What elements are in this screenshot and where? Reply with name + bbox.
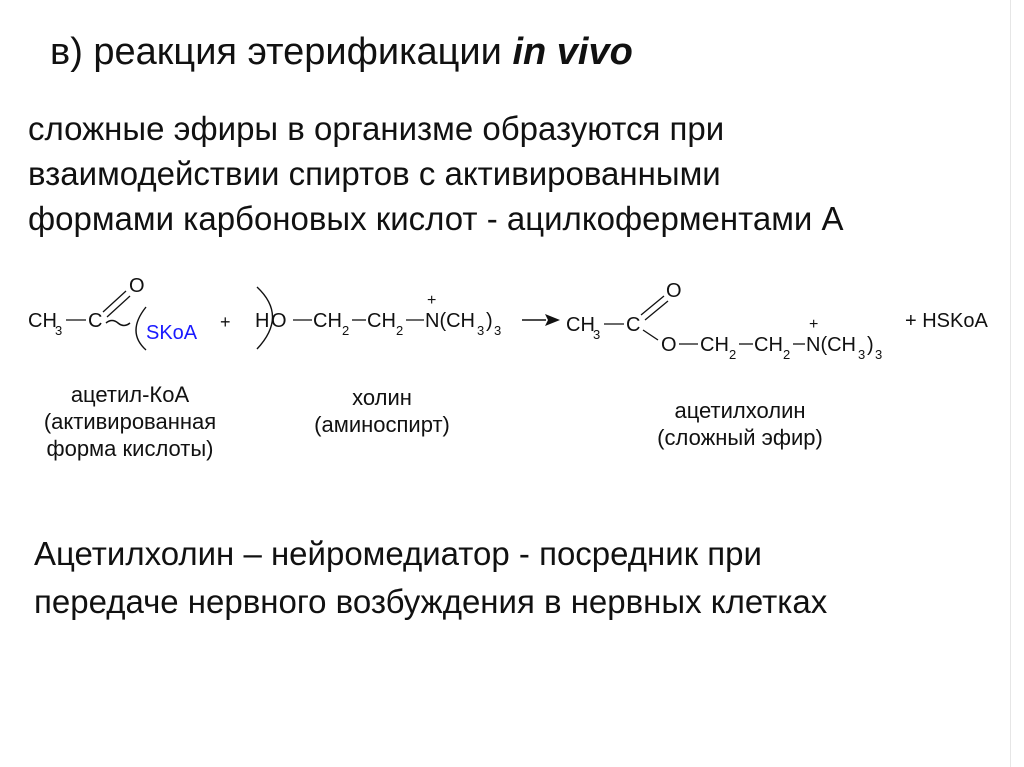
- acetyl-carbon: C: [88, 310, 103, 332]
- label-line: ацетилхолин: [674, 398, 806, 423]
- title-emphasis: in vivo: [512, 31, 633, 73]
- ammonium-charge: +: [809, 316, 819, 333]
- choline-ch2-subscript: 2: [342, 323, 350, 338]
- acetyl-coa-structure: [28, 275, 198, 350]
- acetyl-coa-label: [10, 381, 250, 462]
- product-ch3-subscript: 3: [593, 327, 601, 342]
- label-line: (сложный эфир): [657, 425, 823, 450]
- bond: [643, 330, 658, 340]
- product-ch2-subscript: 2: [783, 347, 791, 362]
- double-bond: [103, 291, 126, 312]
- conclusion-line: передаче нервного возбуждения в нервных клетках: [34, 583, 828, 620]
- label-line: (аминоспирт): [314, 412, 450, 437]
- choline-ch2: CH: [367, 310, 396, 332]
- skoa-group: SKoA: [146, 322, 198, 344]
- choline-label: [282, 384, 482, 438]
- cleavage-arc: [136, 307, 146, 350]
- trimethylammonium: N(CH: [425, 310, 475, 332]
- methyl-subscript: 3: [477, 323, 485, 338]
- product-carbonyl-oxygen: O: [666, 280, 682, 302]
- label-line: форма кислоты): [46, 436, 214, 461]
- choline-ch2: CH: [313, 310, 342, 332]
- ammonium-charge: +: [427, 292, 437, 309]
- product-ch3: CH: [566, 314, 595, 336]
- thioester-tilde: [106, 321, 130, 326]
- trimethylammonium: N(CH: [806, 334, 856, 356]
- product-ch2-subscript: 2: [729, 347, 737, 362]
- group-subscript: 3: [875, 347, 883, 362]
- conclusion-line: Ацетилхолин – нейромедиатор - посредник при: [34, 535, 762, 572]
- slide-edge-divider: [1010, 0, 1011, 767]
- acetyl-ch3: CH: [28, 310, 57, 332]
- label-line: ацетил-КоА: [70, 382, 190, 407]
- intro-line: формами карбоновых кислот - ацилкоферментами А: [28, 200, 844, 237]
- intro-line: взаимодействии спиртов с активированными: [28, 155, 721, 192]
- methyl-subscript: 3: [858, 347, 866, 362]
- choline-structure: [255, 287, 501, 349]
- product-carbon: C: [626, 314, 641, 336]
- choline-ch2-subscript: 2: [396, 323, 404, 338]
- double-bond: [641, 296, 664, 315]
- title-prefix: в) реакция этерификации: [50, 31, 513, 73]
- intro-line: сложные эфиры в организме образуются при: [28, 110, 725, 147]
- choline-hydrogen: H: [255, 310, 270, 332]
- double-bond: [645, 301, 668, 320]
- byproduct-hskoa: + HSKoA: [905, 310, 988, 332]
- product-ester-oxygen: O: [661, 334, 677, 356]
- conclusion-text: [34, 530, 827, 626]
- product-ch2: CH: [754, 334, 783, 356]
- label-line: холин: [352, 385, 412, 410]
- acetylcholine-label: [620, 397, 860, 451]
- acetyl-oxygen: O: [129, 275, 145, 297]
- reaction-arrow: [522, 314, 560, 326]
- closing-parenthesis: ): [486, 310, 493, 332]
- group-subscript: 3: [494, 323, 502, 338]
- acetyl-ch3-subscript: 3: [55, 323, 63, 338]
- choline-oxygen: O: [271, 310, 287, 332]
- label-line: (активированная: [43, 409, 217, 434]
- plus-sign: +: [220, 312, 231, 332]
- acetylcholine-structure: [566, 280, 882, 362]
- product-ch2: CH: [700, 334, 729, 356]
- double-bond: [107, 296, 130, 317]
- closing-parenthesis: ): [867, 334, 874, 356]
